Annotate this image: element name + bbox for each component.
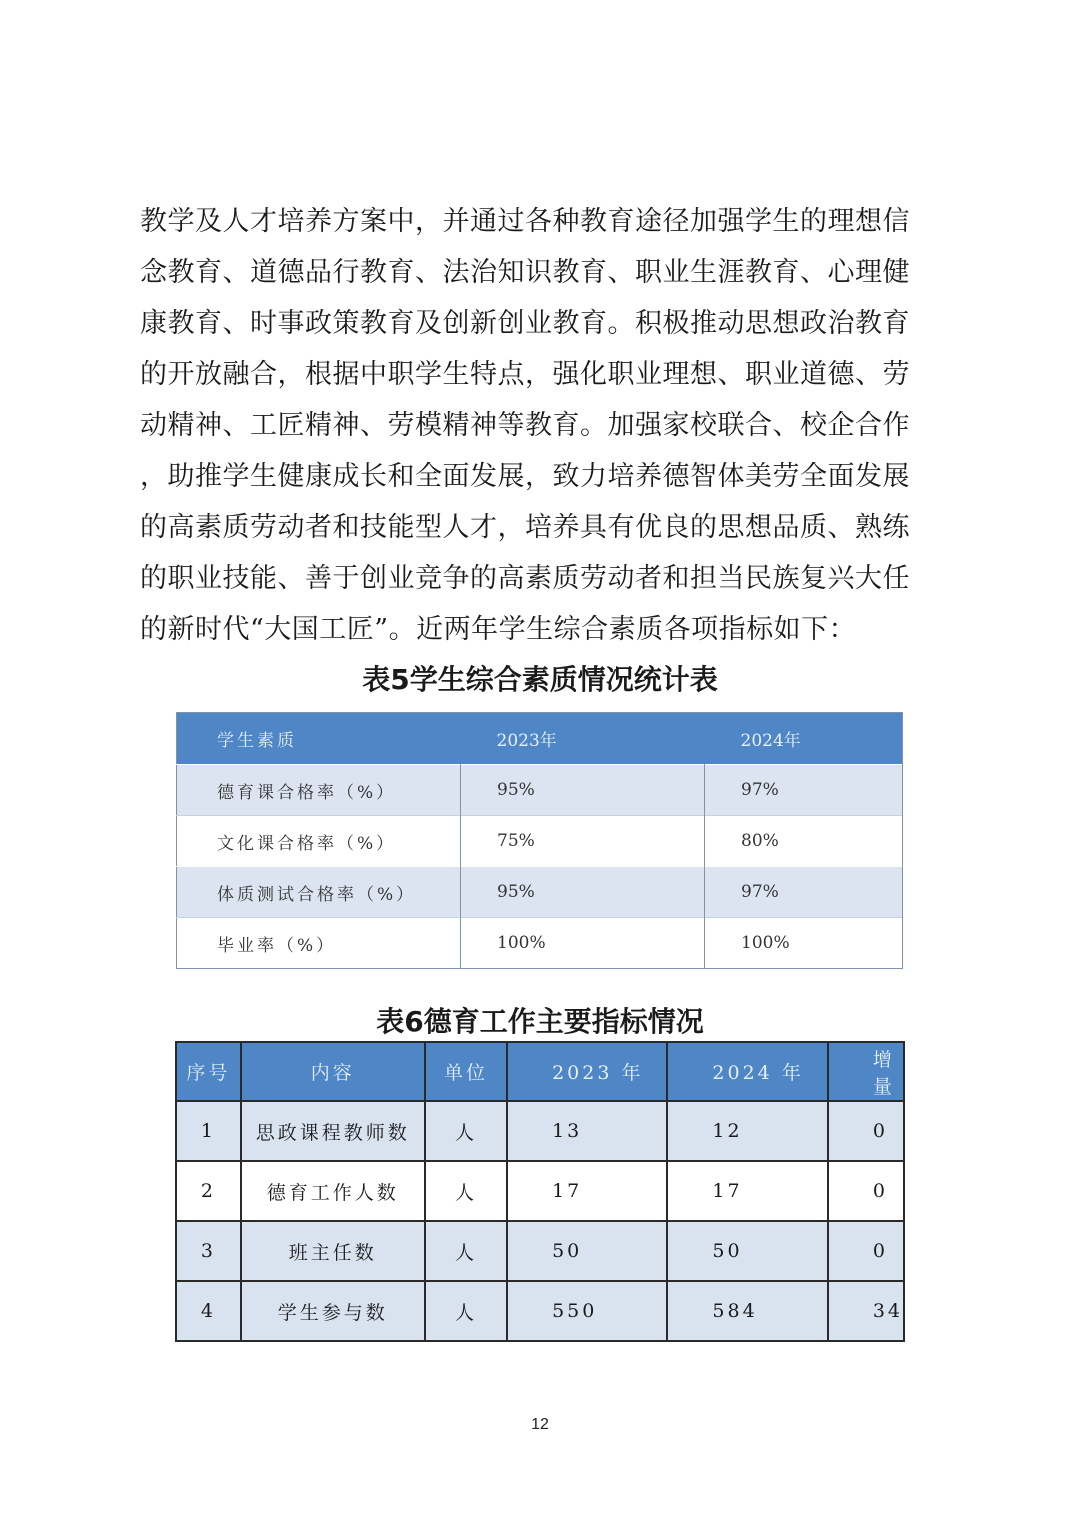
table-cell: 人 <box>425 1101 507 1161</box>
table-cell: 人 <box>425 1221 507 1281</box>
header-cell: 2023年 <box>461 713 705 765</box>
table-header-row <box>176 1042 904 1101</box>
header-cell: 学生素质 <box>177 713 461 765</box>
table-row <box>177 867 903 918</box>
table-cell: 95% <box>461 867 705 918</box>
header-cell: 内容 <box>241 1042 425 1101</box>
table-cell: 思政课程教师数 <box>241 1101 425 1161</box>
table-cell: 2 <box>176 1161 241 1221</box>
table-cell: 17 <box>507 1161 667 1221</box>
table-cell: 班主任数 <box>241 1221 425 1281</box>
page-number: 12 <box>531 1416 549 1433</box>
header-cell: 序号 <box>176 1042 241 1101</box>
table-cell: 97% <box>705 765 903 816</box>
table-cell: 12 <box>667 1101 827 1161</box>
table-row <box>176 1161 904 1221</box>
table-cell: 3 <box>176 1221 241 1281</box>
table-row <box>176 1221 904 1281</box>
paragraph-line: 的职业技能、善于创业竞争的高素质劳动者和担当民族复兴大任 <box>140 563 910 594</box>
table-cell: 1 <box>176 1101 241 1161</box>
table6-title: 德育工作主要指标情况 <box>423 1005 704 1038</box>
table-cell: 17 <box>667 1161 827 1221</box>
table-cell: 100% <box>461 918 705 969</box>
table-cell: 50 <box>667 1221 827 1281</box>
header-cell: 单位 <box>425 1042 507 1101</box>
table-row <box>177 918 903 969</box>
paragraph-line: 康教育、时事政策教育及创新创业教育。积极推动思想政治教育 <box>140 308 910 339</box>
table5-title: 学生综合素质情况统计表 <box>409 663 718 696</box>
table-cell: 体质测试合格率（%） <box>177 867 461 918</box>
paragraph-line: 的开放融合，根据中职学生特点，强化职业理想、职业道德、劳 <box>140 359 910 390</box>
table-cell: 95% <box>461 765 705 816</box>
table-row <box>176 1101 904 1161</box>
table-cell: 13 <box>507 1101 667 1161</box>
student-quality-table <box>176 712 903 969</box>
table-cell: 80% <box>705 816 903 867</box>
table5-caption <box>0 658 1080 698</box>
moral-education-table <box>175 1041 905 1342</box>
table-cell: 0 <box>828 1221 904 1281</box>
table-cell: 0 <box>828 1161 904 1221</box>
table-cell: 0 <box>828 1101 904 1161</box>
table-cell: 50 <box>507 1221 667 1281</box>
table-cell: 4 <box>176 1281 241 1341</box>
table-cell: 人 <box>425 1281 507 1341</box>
paragraph-line: 念教育、道德品行教育、法治知识教育、职业生涯教育、心理健 <box>140 257 910 288</box>
table-cell: 德育工作人数 <box>241 1161 425 1221</box>
table-cell: 毕业率（%） <box>177 918 461 969</box>
paragraph-line: 动精神、工匠精神、劳模精神等教育。加强家校联合、校企合作 <box>140 410 910 441</box>
header-cell: 2024年 <box>705 713 903 765</box>
table6-caption <box>0 1000 1080 1040</box>
table-header-row <box>177 713 903 765</box>
table6-number: 表6 <box>376 1005 424 1038</box>
body-paragraph <box>140 196 940 655</box>
table-cell: 75% <box>461 816 705 867</box>
table-cell: 550 <box>507 1281 667 1341</box>
table-cell: 人 <box>425 1161 507 1221</box>
paragraph-line: 的高素质劳动者和技能型人才，培养具有优良的思想品质、熟练 <box>140 512 910 543</box>
paragraph-line: ，助推学生健康成长和全面发展，致力培养德智体美劳全面发展 <box>140 461 910 492</box>
header-cell: 增量 <box>828 1042 904 1101</box>
header-cell: 2024 年 <box>667 1042 827 1101</box>
header-cell: 2023 年 <box>507 1042 667 1101</box>
paragraph-line: 教学及人才培养方案中，并通过各种教育途径加强学生的理想信 <box>140 206 910 237</box>
table-row <box>177 765 903 816</box>
table-cell: 100% <box>705 918 903 969</box>
table-row <box>177 816 903 867</box>
table-cell: 文化课合格率（%） <box>177 816 461 867</box>
table-cell: 34 <box>828 1281 904 1341</box>
paragraph-line: 的新时代“大国工匠”。近两年学生综合素质各项指标如下： <box>140 614 857 645</box>
table-cell: 德育课合格率（%） <box>177 765 461 816</box>
table-row <box>176 1281 904 1341</box>
table-cell: 97% <box>705 867 903 918</box>
table5-number: 表5 <box>362 663 410 696</box>
table-cell: 学生参与数 <box>241 1281 425 1341</box>
table-cell: 584 <box>667 1281 827 1341</box>
